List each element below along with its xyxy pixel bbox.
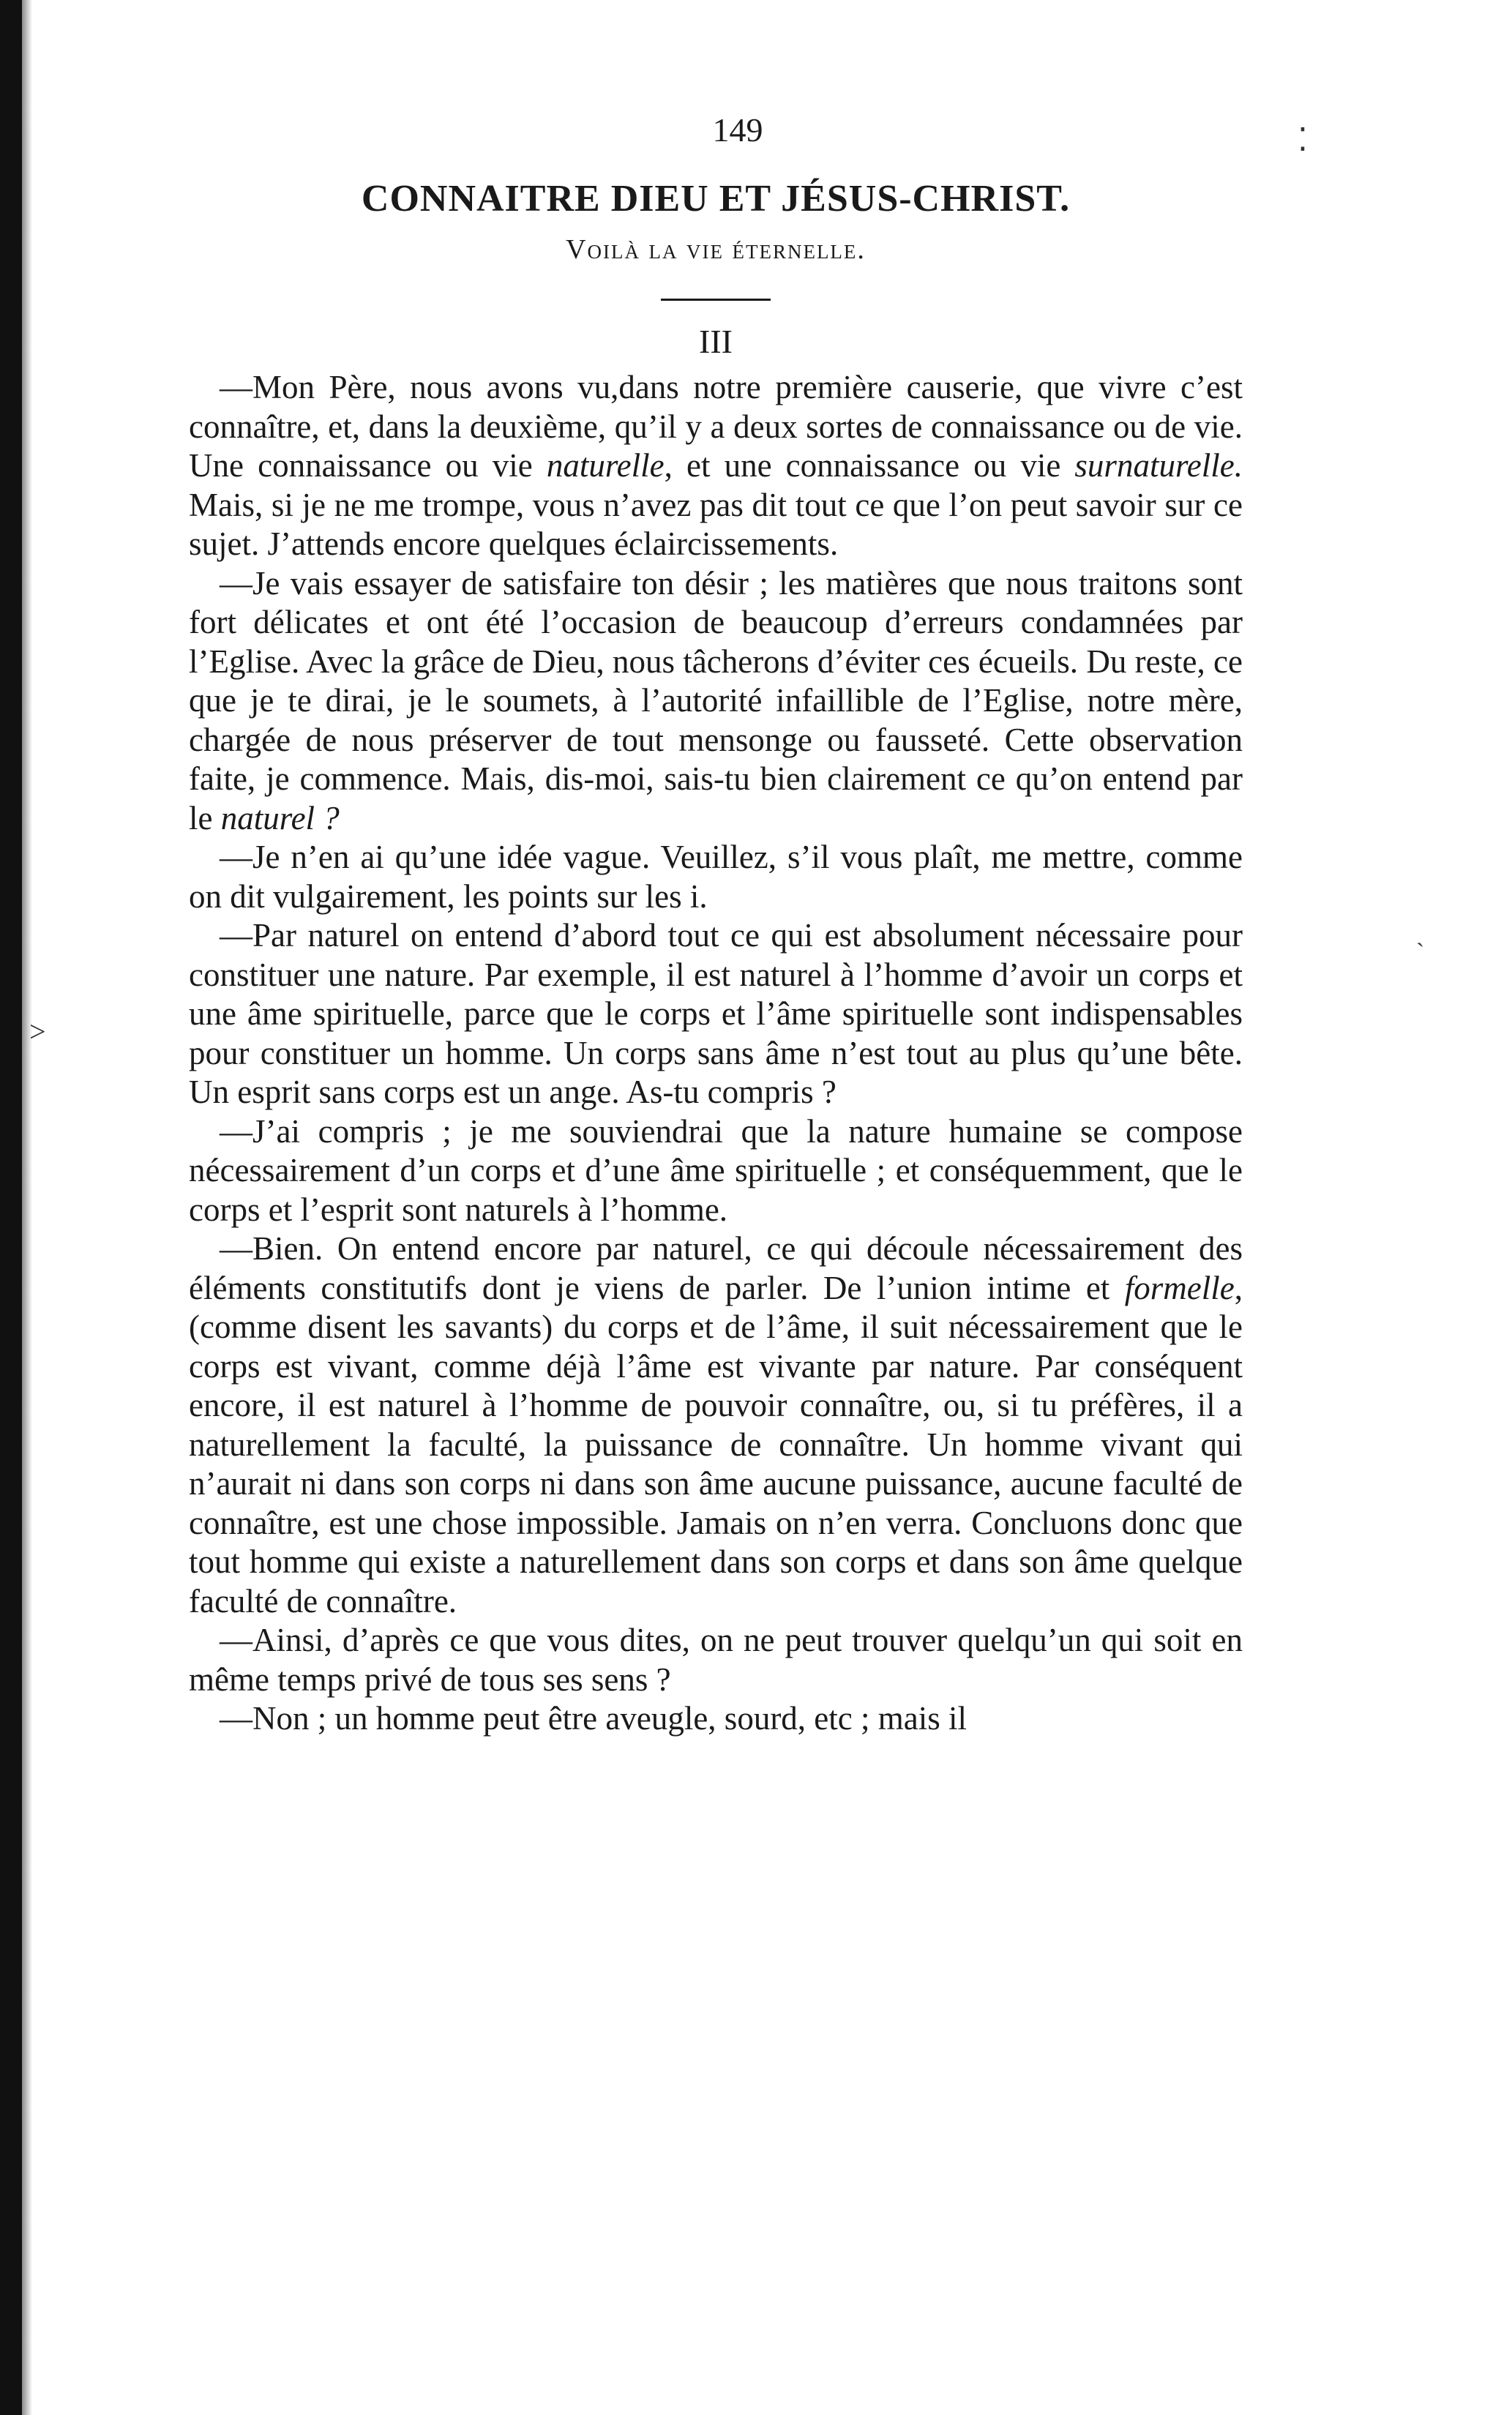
- paragraph: [189, 1699, 1243, 1739]
- paragraph: [189, 1112, 1243, 1230]
- text-segment: —Ainsi, d’après ce que vous dites, on ne peut trouver quelqu’un qui soit en même temps privé de tous ses sens ?: [189, 1622, 1243, 1698]
- text-segment: —Je vais essayer de satisfaire ton désir ; les matières que nous traitons sont fort délicates et ont été l’occasion de beaucoup d’erreurs condamnées par l’Eglise. Avec la grâce de Dieu, nous tâcherons d’éviter ces écueils. Du reste, ce que je te dirai, je le soumets, à l’autorité infaillible de l’Eglise, notre mère, chargée de nous préserver de tout mensonge ou fausseté. Cette observation faite, je commence. Mais, dis-moi, sais-tu bien clairement ce qu’on entend par le: [189, 564, 1243, 836]
- text-segment: , (comme disent les savants) du corps et de l’âme, il suit nécessairement que le corps est vivant, comme déjà l’âme est vivante par nature. Par conséquent encore, il est naturel à l’homme de pouvoir connaître, ou, si tu préfères, il a naturellement la faculté, la puissance de connaître. Un homme vivant qui n’aurait ni dans son corps ni dans son âme aucune puissance, aucune faculté de connaître, est une chose impossible. Jamais on n’en verra. Concluons donc que tout homme qui existe a naturellement dans son corps et dans son âme quelque faculté de connaître.: [189, 1269, 1243, 1620]
- italic-text-segment: surnaturelle.: [1074, 447, 1243, 484]
- print-speck-mark: ˋ: [1416, 939, 1425, 966]
- body-text: [189, 368, 1243, 1739]
- text-segment: —J’ai compris ; je me souviendrai que la nature humaine se compose nécessairement d’un corps et d’une âme spirituelle ; et conséquemment, que le corps et l’esprit sont naturels à l’homme.: [189, 1112, 1243, 1228]
- page-gutter-gradient: [22, 0, 32, 2415]
- book-spine-shadow: [0, 0, 22, 2415]
- book-page: [189, 110, 1243, 1739]
- chapter-title: CONNAITRE DIEU ET JÉSUS-CHRIST.: [361, 178, 1071, 220]
- text-segment: —Mon Père, nous avons vu,dans notre première causerie, que vivre c’est connaître, et, dans la deuxième, qu’il y a deux sortes de connaissance ou de vie. Une connaissance ou vie: [189, 369, 1243, 484]
- section-number: III: [699, 323, 733, 360]
- text-segment: , et une connaissance ou vie: [664, 447, 1075, 484]
- text-segment: —Par naturel on entend d’abord tout ce qui est absolument nécessaire pour constituer une nature. Par exemple, il est naturel à l’homme d’avoir un corps et une âme spirituelle, parce que le corps et l’âme spirituelle sont indispensables pour constituer un homme. Un corps sans âme n’est tout au plus qu’une bête. Un esprit sans corps est un ange. As-tu compris ?: [189, 917, 1243, 1110]
- text-segment: —Non ; un homme peut être aveugle, sourd, etc ; mais il: [220, 1700, 968, 1737]
- paragraph: [189, 838, 1243, 916]
- print-speck-mark: ⁚: [1298, 122, 1308, 158]
- paragraph: [189, 916, 1243, 1112]
- italic-text-segment: naturel ?: [220, 799, 340, 836]
- chapter-subtitle: Voilà la vie éternelle.: [566, 234, 866, 265]
- paragraph: [189, 368, 1243, 564]
- text-segment: Mais, si je ne me trompe, vous n’avez pas dit tout ce que l’on peut savoir sur ce sujet. J’attends encore quelques éclaircissements.: [189, 486, 1243, 562]
- paragraph: [189, 1621, 1243, 1699]
- italic-text-segment: naturelle: [546, 447, 665, 484]
- italic-text-segment: formelle: [1124, 1269, 1235, 1306]
- text-segment: —Bien. On entend encore par naturel, ce qui découle nécessairement des éléments constitutifs dont je viens de parler. De l’union intime et: [189, 1230, 1243, 1306]
- print-speck-mark: ˃: [29, 1015, 46, 1048]
- text-segment: —Je n’en ai qu’une idée vague. Veuillez, s’il vous plaît, me mettre, comme on dit vulgairement, les points sur les i.: [189, 839, 1243, 915]
- paragraph: [189, 564, 1243, 839]
- title-divider: [661, 299, 771, 301]
- page-number: 149: [712, 111, 763, 149]
- paragraph: [189, 1229, 1243, 1621]
